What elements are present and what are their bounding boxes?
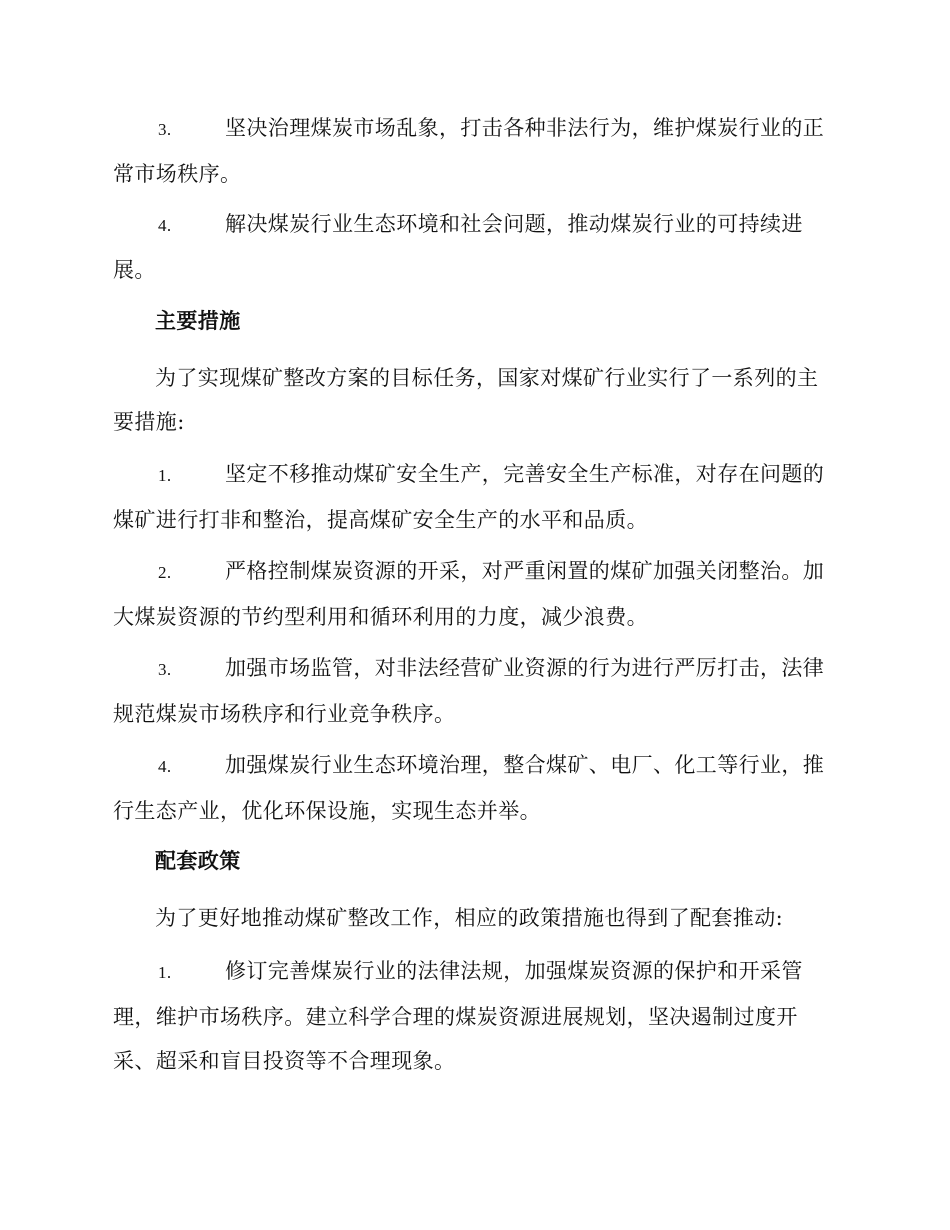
list-number: 3.	[158, 660, 172, 679]
section-heading-measures: 主要措施	[155, 308, 241, 333]
section-intro-measures: 为了实现煤矿整改方案的目标任务，国家对煤矿行业实行了一系列的主要措施:	[113, 366, 819, 434]
list-text: 加强市场监管，对非法经营矿业资源的行为进行严厉打击，法律规范煤炭市场秩序和行业竞争秩序。	[113, 656, 825, 726]
list-text: 坚定不移推动煤矿安全生产，完善安全生产标准，对存在问题的煤矿进行打非和整治，提高煤矿安全生产的水平和品质。	[113, 462, 825, 532]
list-number: 2.	[158, 563, 172, 582]
list-number: 4.	[158, 757, 172, 776]
list-item	[113, 949, 835, 1083]
list-text: 严格控制煤炭资源的开采，对严重闲置的煤矿加强关闭整治。加大煤炭资源的节约型利用和循环利用的力度，减少浪费。	[113, 559, 825, 629]
list-item	[113, 549, 835, 639]
section-intro-policies: 为了更好地推动煤矿整改工作，相应的政策措施也得到了配套推动:	[155, 906, 784, 930]
list-item	[113, 202, 835, 292]
list-number: 4.	[158, 216, 172, 235]
list-text: 加强煤炭行业生态环境治理，整合煤矿、电厂、化工等行业，推行生态产业，优化环保设施，实现生态并举。	[113, 753, 825, 823]
list-item	[113, 452, 835, 542]
list-number: 1.	[158, 466, 172, 485]
list-number: 1.	[158, 963, 172, 982]
list-text: 坚决治理煤炭市场乱象，打击各种非法行为，维护煤炭行业的正常市场秩序。	[113, 116, 825, 186]
list-text: 解决煤炭行业生态环境和社会问题，推动煤炭行业的可持续进展。	[113, 212, 803, 282]
list-item	[113, 106, 835, 196]
list-item	[113, 743, 835, 833]
list-item	[113, 646, 835, 736]
section-heading-policies: 配套政策	[155, 848, 241, 873]
list-number: 3.	[158, 120, 172, 139]
list-text: 修订完善煤炭行业的法律法规，加强煤炭资源的保护和开采管理，维护市场秩序。建立科学合理的煤炭资源进展规划，坚决遏制过度开采、超采和盲目投资等不合理现象。	[113, 959, 803, 1073]
